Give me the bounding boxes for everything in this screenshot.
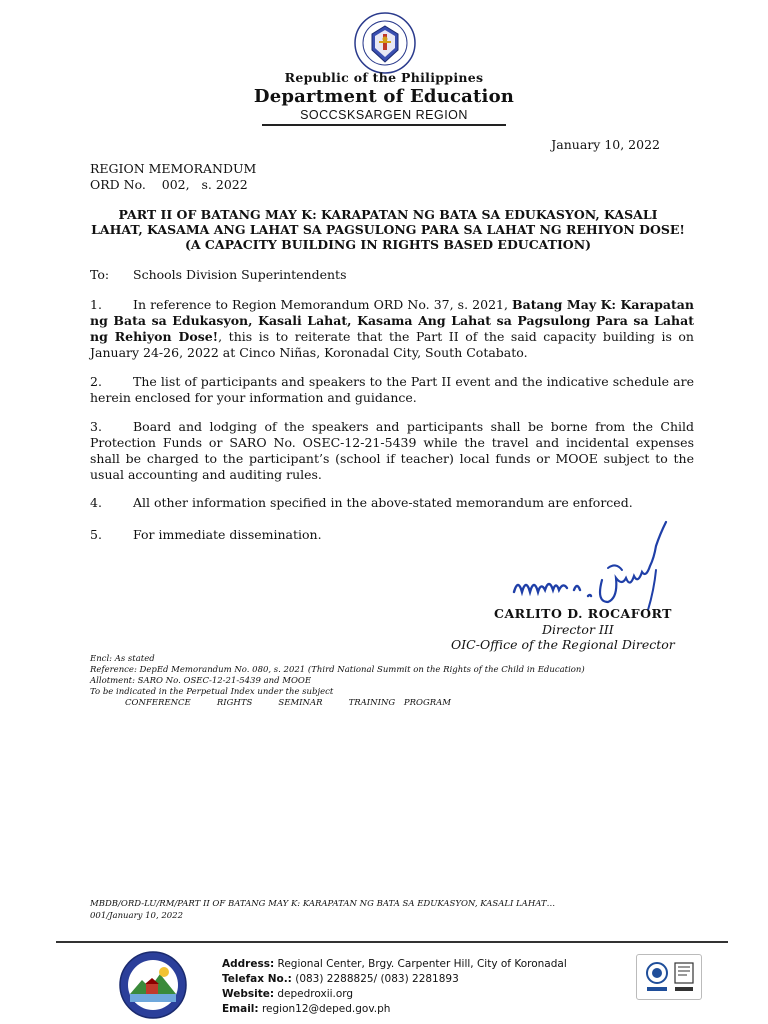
paragraph-text: Board and lodging of the speakers and participants shall be borne from the Child Protection Funds or SARO No. OSEC-12-21-5439 while the travel and incidental expenses shall be charged to the participant’s (school if teacher) local funds or MOOE subject to the usual accounting and auditing rules. — [90, 419, 694, 482]
certification-badges-icon — [636, 954, 702, 1000]
paragraph-number: 2. — [90, 374, 102, 389]
paragraph-number: 3. — [90, 419, 102, 434]
reference-note: Reference: DepEd Memorandum No. 080, s. 2021 (Third National Summit on the Rights of the Child in Education) — [90, 665, 585, 675]
department-heading: Department of Education — [253, 86, 515, 107]
deped-seal-icon — [354, 12, 416, 74]
paragraph-text: All other information specified in the above-stated memorandum are enforced. — [133, 495, 633, 510]
memo-notes — [90, 654, 585, 698]
paragraph-bold-title: Batang May K: Karapatan ng Bata sa Edukasyon, Kasali Lahat, Kasama Ang Lahat sa Pagsulong Para sa Lahat ng Rehiyon Dose! — [90, 297, 694, 344]
index-subject-tags: CONFERENCE RIGHTS SEMINAR TRAINING PROGRAM — [125, 698, 452, 708]
to-recipient: Schools Division Superintendents — [133, 267, 347, 282]
memo-title — [80, 207, 696, 252]
paragraph-number: 1. — [90, 297, 102, 312]
paragraph-5 — [90, 527, 322, 543]
region-xii-logo-icon — [118, 950, 188, 1020]
to-label: To: — [90, 267, 110, 282]
file-reference-line-1: MBDB/ORD-LU/RM/PART II OF BATANG MAY K: KARAPATAN NG BATA SA EDUKASYON, KASALI LAHAT… — [90, 899, 556, 909]
paragraph-text: The list of participants and speakers to the Part II event and the indicative schedule are herein enclosed for your information and guidance. — [90, 374, 694, 405]
title-line-1: PART II OF BATANG MAY K: KARAPATAN NG BATA SA EDUKASYON, KASALI — [118, 207, 658, 222]
memo-number: ORD No. 002, s. 2022 — [90, 177, 248, 192]
paragraph-3 — [90, 419, 694, 483]
file-reference-line-2: 001/January 10, 2022 — [90, 911, 183, 921]
contact-address: Address: Regional Center, Brgy. Carpenter Hill, City of Koronadal — [222, 958, 567, 970]
paragraph-4 — [90, 495, 633, 511]
signature-image — [508, 520, 688, 620]
signatory-title: Director III — [542, 622, 614, 637]
paragraph-text: For immediate dissemination. — [133, 527, 322, 542]
paragraph-number: 5. — [90, 527, 102, 542]
footer-divider — [56, 941, 728, 943]
memo-type: REGION MEMORANDUM — [90, 161, 257, 176]
contact-website: Website: depedroxii.org — [222, 988, 354, 1000]
allotment-note: Allotment: SARO No. OSEC-12-21-5439 and MOOE — [90, 676, 312, 686]
paragraph-number: 4. — [90, 495, 102, 510]
paragraph-text: In reference to Region Memorandum ORD No. 37, s. 2021, — [133, 297, 513, 312]
index-note: To be indicated in the Perpetual Index under the subject — [90, 687, 334, 697]
memo-number-block — [90, 161, 256, 193]
paragraph-text: , this is to reiterate that the Part II of the said capacity building is on January 24-26, 2022 at Cinco Niñas, Koronadal City, South Cotabato. — [90, 329, 694, 360]
paragraph-1 — [90, 297, 694, 361]
letterhead-divider — [262, 124, 506, 126]
signatory-name: CARLITO D. ROCAFORT — [494, 606, 672, 621]
paragraph-2 — [90, 374, 694, 406]
file-reference — [90, 898, 555, 922]
republic-heading: Republic of the Philippines — [284, 70, 484, 85]
region-heading: SOCCSKSARGEN REGION — [300, 108, 468, 122]
signatory-office: OIC-Office of the Regional Director — [451, 637, 675, 652]
enclosure-note: Encl: As stated — [90, 654, 155, 664]
contact-telefax: Telefax No.: (083) 2288825/ (083) 2281893 — [222, 973, 459, 985]
title-line-2: LAHAT, KASAMA ANG LAHAT SA PAGSULONG PARA SA LAHAT NG REHIYON DOSE! — [91, 222, 685, 237]
memo-date: January 10, 2022 — [551, 137, 660, 152]
title-line-3: (A CAPACITY BUILDING IN RIGHTS BASED EDUCATION) — [184, 237, 592, 252]
contact-email: Email: region12@deped.gov.ph — [222, 1003, 391, 1015]
contact-block — [222, 957, 567, 1017]
